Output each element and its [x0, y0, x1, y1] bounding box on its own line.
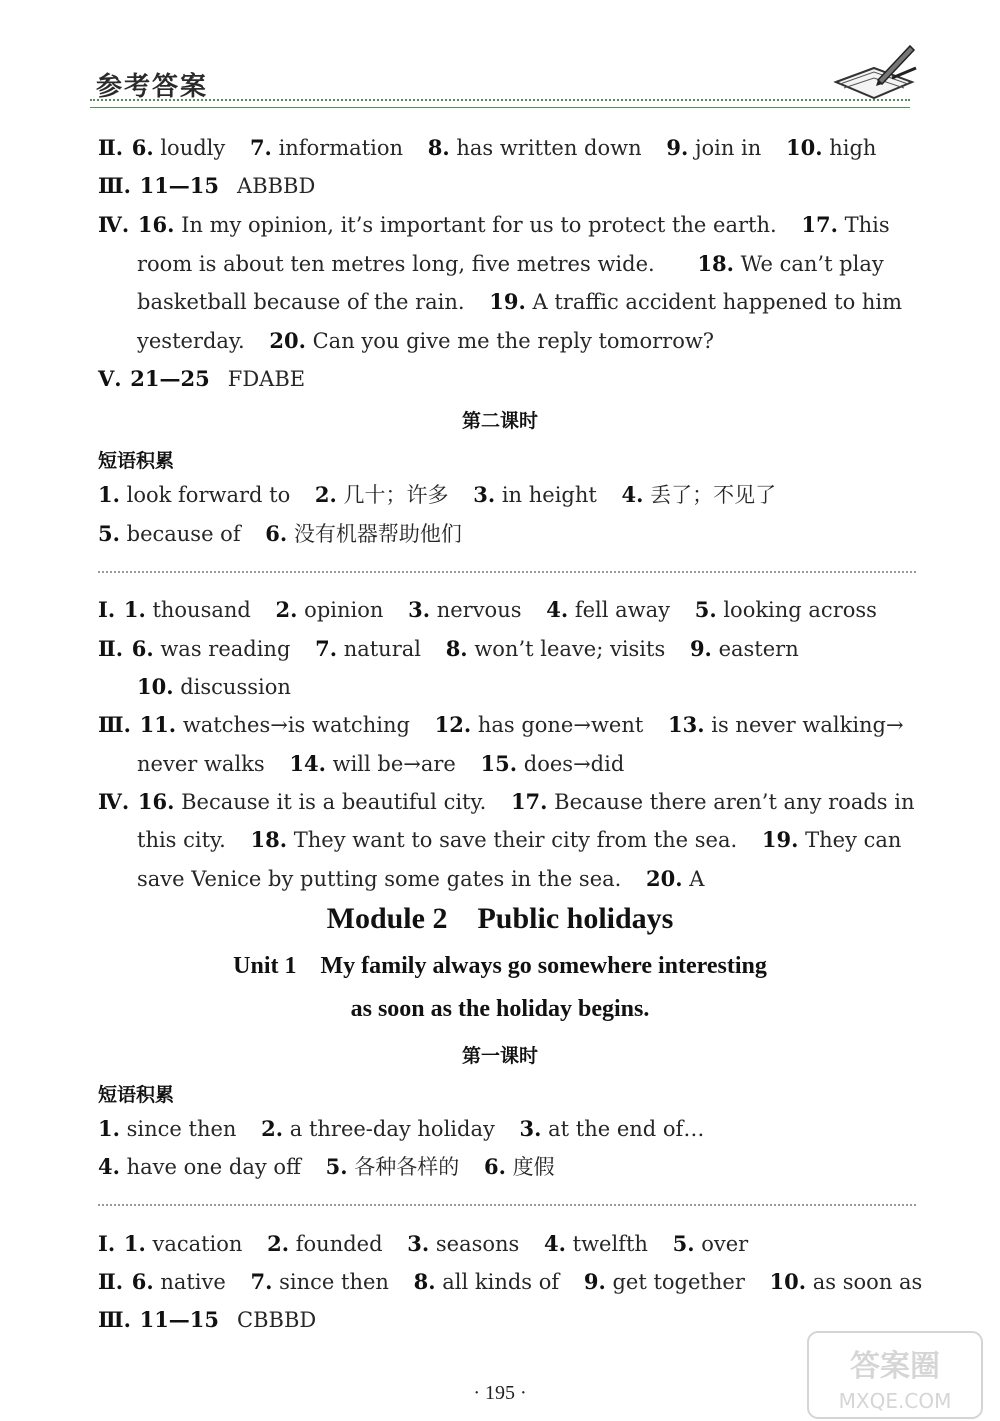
section-divider [98, 1204, 916, 1206]
phrase-row: 4. have one day off 5. 各种各样的 6. 度假 [98, 1154, 555, 1179]
lesson-title: 第二课时 [461, 410, 538, 432]
answer-row: Ⅱ. 6. loudly 7. information 8. has written down 9. join in 10. high [98, 135, 877, 160]
answer-row: this city. 18. They want to save their city from the sea. 19. They can [137, 827, 902, 852]
answer-row: Ⅴ. 21—25 FDABE [98, 366, 306, 391]
answer-row: Ⅰ. 1. vacation 2. founded 3. seasons 4. twelfth 5. over [98, 1231, 749, 1256]
answer-row: Ⅲ. 11—15 ABBBD [98, 173, 316, 198]
answer-row: Ⅰ. 1. thousand 2. opinion 3. nervous 4. fell away 5. looking across [98, 597, 877, 622]
header-divider [90, 99, 910, 108]
phrase-row: 1. since then 2. a three-day holiday 3. at the end of… [98, 1116, 705, 1141]
answer-row: yesterday. 20. Can you give me the reply tomorrow? [137, 328, 715, 353]
section-divider [98, 571, 916, 573]
phrase-row: 1. look forward to 2. 几十；许多 3. in height 4. 丢了；不见了 [98, 482, 777, 507]
page-number: · 195 · [473, 1382, 527, 1404]
lesson-title: 第一课时 [461, 1045, 538, 1067]
phrase-label: 短语积累 [98, 1084, 175, 1106]
answer-row: Ⅲ. 11—15 CBBBD [98, 1307, 317, 1332]
phrase-label: 短语积累 [98, 450, 175, 472]
svg-text:MXQE.COM: MXQE.COM [838, 1389, 952, 1413]
header-title: 参考答案 [96, 72, 209, 102]
module-title: Module 2 Public holidays [326, 902, 674, 935]
unit-title-line1: Unit 1 My family always go somewhere interesting [233, 953, 767, 979]
answer-row: save Venice by putting some gates in the sea. 20. A [137, 866, 705, 891]
answer-row: Ⅳ. 16. Because it is a beautiful city. 17. Because there aren’t any roads in [98, 789, 915, 814]
answer-row: never walks 14. will be→are 15. does→did [137, 751, 625, 776]
phrase-row: 5. because of 6. 没有机器帮助他们 [98, 521, 462, 546]
svg-text:答案圈: 答案圈 [850, 1349, 940, 1384]
answer-row: basketball because of the rain. 19. A traffic accident happened to him [137, 289, 903, 314]
unit-title-line2: as soon as the holiday begins. [350, 996, 650, 1022]
answer-row: Ⅲ. 11. watches→is watching 12. has gone→went 13. is never walking→ [98, 712, 904, 737]
notebook-pen-icon [828, 38, 920, 104]
watermark-logo [806, 1330, 984, 1420]
answer-row: Ⅱ. 6. was reading 7. natural 8. won’t leave; visits 9. eastern [98, 636, 799, 661]
answer-row: Ⅱ. 6. native 7. since then 8. all kinds of 9. get together 10. as soon as [98, 1269, 923, 1294]
answer-row: 10. discussion [137, 674, 291, 699]
answer-row: Ⅳ. 16. In my opinion, it’s important for us to protect the earth. 17. This [98, 212, 890, 237]
answer-row: room is about ten metres long, five metres wide. 18. We can’t play [137, 251, 884, 276]
